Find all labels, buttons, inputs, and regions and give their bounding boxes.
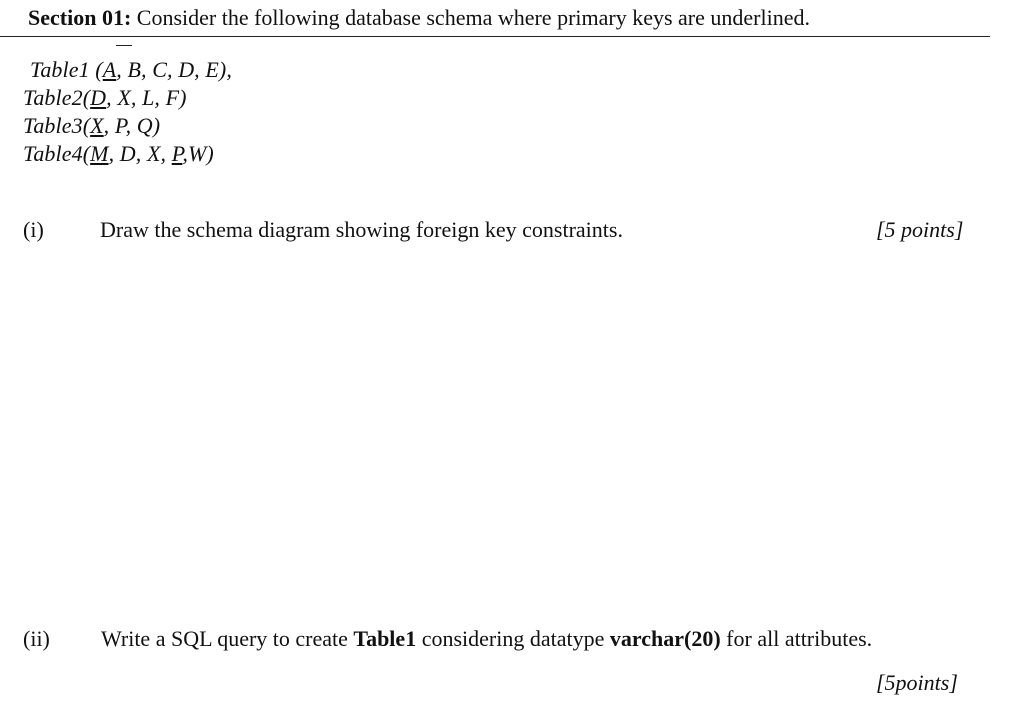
question-2-text-a: Write a SQL query to create	[101, 626, 354, 651]
question-2-points: [5points]	[876, 670, 958, 695]
question-2-bold-table: Table1	[353, 626, 417, 651]
table2-name: Table2(	[23, 85, 91, 110]
overbar-mark	[116, 45, 132, 46]
table1-name: Table1 (	[30, 57, 103, 82]
section-label: Section 01:	[28, 5, 132, 30]
question-1-number: (i)	[23, 217, 44, 242]
schema-table2	[23, 85, 187, 111]
section-divider	[0, 36, 990, 37]
schema-table3	[23, 113, 160, 139]
table2-primary-key: D	[90, 85, 107, 110]
table3-attributes: , P, Q)	[103, 113, 161, 138]
section-heading	[28, 5, 810, 31]
table1-attributes: , B, C, D, E),	[116, 57, 232, 82]
question-1-text: Draw the schema diagram showing foreign key constraints.	[100, 217, 623, 242]
question-2-bold-datatype: varchar(20)	[609, 626, 721, 651]
table4-primary-key-1: M	[90, 141, 109, 166]
question-1-points: [5 points]	[876, 217, 964, 242]
question-2-number: (ii)	[23, 626, 50, 651]
table4-attributes-mid: , D, X,	[108, 141, 172, 166]
table3-name: Table3(	[23, 113, 91, 138]
table4-primary-key-2: P	[171, 141, 183, 166]
section-text: Consider the following database schema where primary keys are underlined.	[136, 5, 810, 30]
table2-attributes: , X, L, F)	[106, 85, 187, 110]
table3-primary-key: X	[90, 113, 104, 138]
table4-name: Table4(	[23, 141, 91, 166]
table4-attributes-end: ,W)	[182, 141, 214, 166]
question-2-text	[101, 626, 872, 652]
schema-table1	[30, 57, 232, 83]
table1-primary-key: A	[102, 57, 117, 82]
question-2-text-b: considering datatype	[416, 626, 610, 651]
schema-table4	[23, 141, 214, 167]
question-2-text-c: for all attributes.	[720, 626, 873, 651]
